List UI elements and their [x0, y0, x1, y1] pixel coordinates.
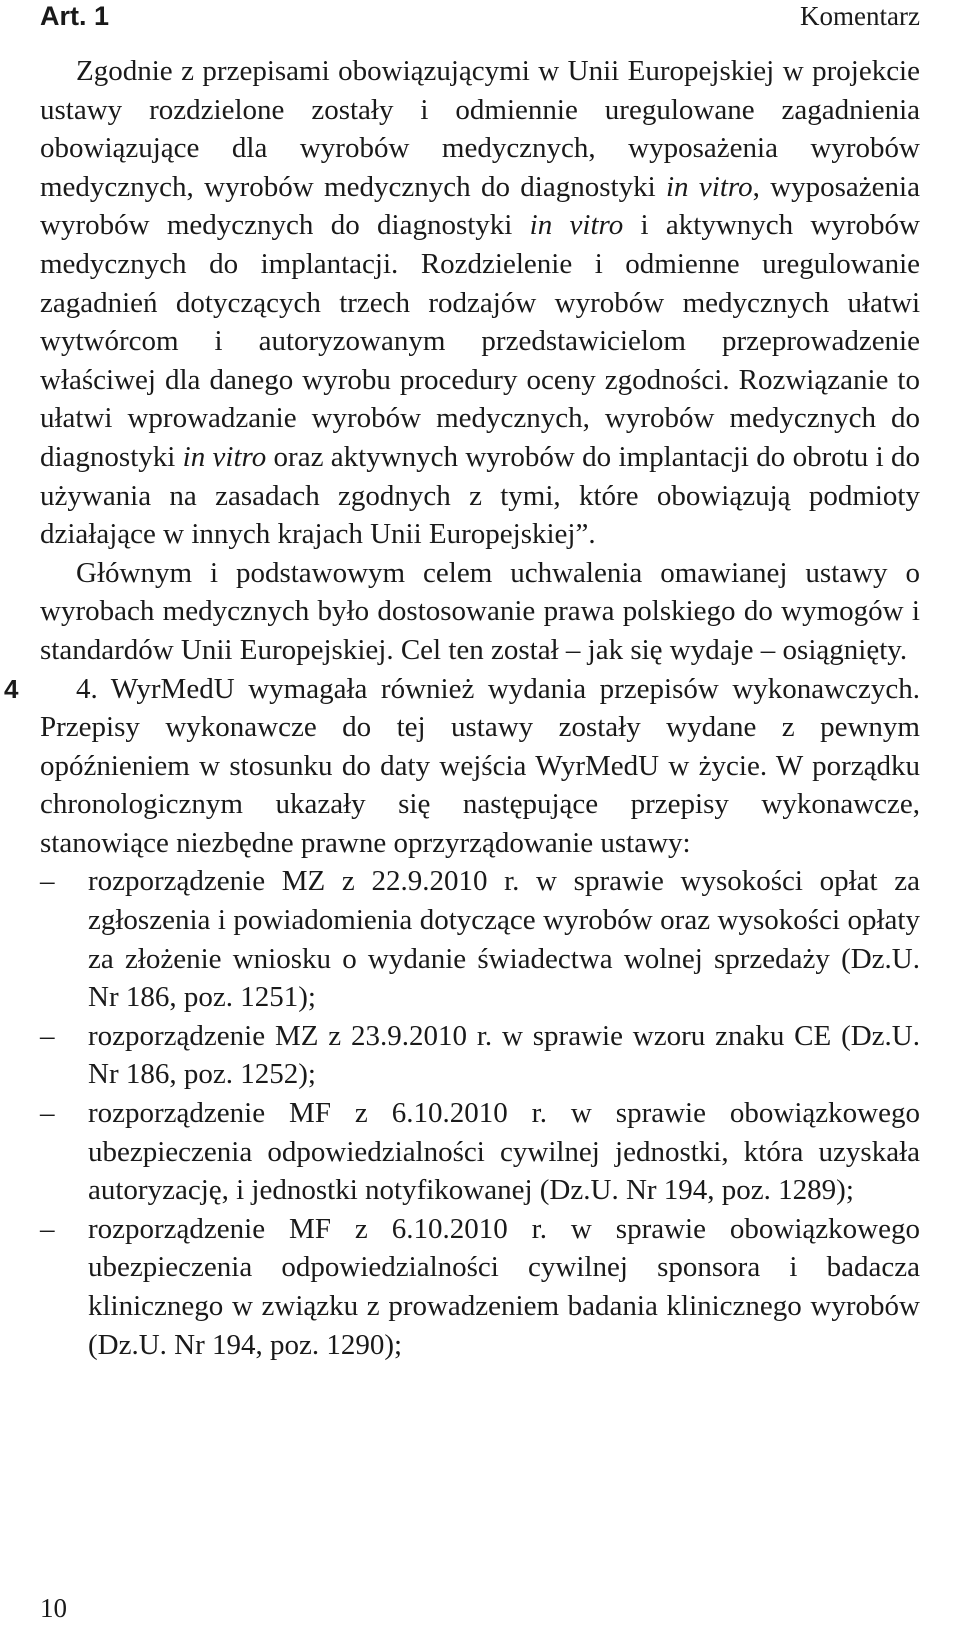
paragraph-text: oraz aktywnych wyrobów do implantacji do obrotu i do używania na zasadach zgodnych z tymi, które obowiązują podmioty działające w innych krajach Unii Europejskiej”.	[40, 440, 920, 551]
margin-number: 4	[4, 673, 19, 704]
list-item	[40, 1094, 920, 1210]
italic-term: in vitro	[529, 209, 624, 242]
section-4-paragraph	[4, 670, 920, 863]
list-item-text: rozporządzenie MZ z 23.9.2010 r. w sprawie wzoru znaku CE (Dz.U. Nr 186, poz. 1252);	[88, 1019, 920, 1091]
dash-bullet: –	[40, 1212, 55, 1245]
paragraph-text: i aktywnych wyrobów medycznych do implantacji. Rozdzielenie i odmienne uregulowanie zagadnień dotyczących trzech rodzajów wyrobów medycznych ułatwi wytwórcom i autoryzowanym przedstawicielom przeprowadzenie właściwej dla danego wyrobu procedury oceny zgodności. Rozwiązanie to ułatwi wprowadzanie wyrobów medycznych, wyrobów medycznych do diagnostyki	[40, 209, 920, 473]
italic-term: in vitro	[665, 170, 753, 203]
section-label: Komentarz	[800, 1, 920, 31]
paragraph-conclusion: Głównym i podstawowym celem uchwalenia omawianej ustawy o wyrobach medycznych było dostosowanie prawa polskiego do wymogów i standardów Unii Europejskiej. Cel ten został – jak się wydaje – osiągnięty.	[40, 556, 920, 666]
list-item	[40, 862, 920, 1016]
paragraph-quote	[40, 52, 920, 554]
dash-bullet: –	[40, 1097, 55, 1130]
section-text: 4. WyrMedU wymagała również wydania przepisów wykonawczych. Przepisy wykonawcze do tej ustawy zostały wydane z pewnym opóźnieniem w stosunku do daty wejścia WyrMedU w życie. W porządku chronologicznym ukazały się następujące przepisy wykonawcze, stanowiące niezbędne prawne oprzyrządowanie ustawy:	[40, 672, 920, 859]
list-item-text: rozporządzenie MZ z 22.9.2010 r. w sprawie wysokości opłat za zgłoszenia i powiadomienia dotyczące wyrobów oraz wysokości opłaty za złożenie wniosku o wydanie świadectwa wolnej sprzedaży (Dz.U. Nr 186, poz. 1251);	[88, 865, 920, 1014]
dash-bullet: –	[40, 865, 55, 898]
list-item	[40, 1017, 920, 1094]
dash-bullet: –	[40, 1019, 55, 1052]
list-item	[40, 1210, 920, 1364]
list-item-text: rozporządzenie MF z 6.10.2010 r. w sprawie obowiązkowego ubezpieczenia odpowiedzialności cywilnej sponsora i badacza klinicznego w związku z prowadzeniem badania klinicznego wyrobów (Dz.U. Nr 194, poz. 1290);	[88, 1212, 920, 1361]
page-body	[4, 52, 920, 1364]
page-number: 10	[40, 1593, 67, 1623]
running-header	[40, 0, 920, 40]
paragraph-text: Zgodnie z przepisami obowiązującymi w Unii Europejskiej w projekcie ustawy rozdzielone zostały i odmiennie uregulowane zagadnienia obowiązujące dla wyrobów medycznych, wyposażenia wyrobów medycznych, wyrobów medycznych do diagnostyki	[40, 55, 920, 203]
article-reference: Art. 1	[40, 1, 110, 31]
list-item-text: rozporządzenie MF z 6.10.2010 r. w sprawie obowiązkowego ubezpieczenia odpowiedzialności cywilnej jednostki, która uzyskała autoryzację, i jednostki notyfikowanej (Dz.U. Nr 194, poz. 1289);	[88, 1097, 920, 1207]
paragraph-text: , wyposażenia wyrobów medycznych do diagnostyki	[40, 170, 920, 242]
italic-term: in vitro	[182, 440, 267, 473]
regulations-list	[40, 862, 920, 1364]
